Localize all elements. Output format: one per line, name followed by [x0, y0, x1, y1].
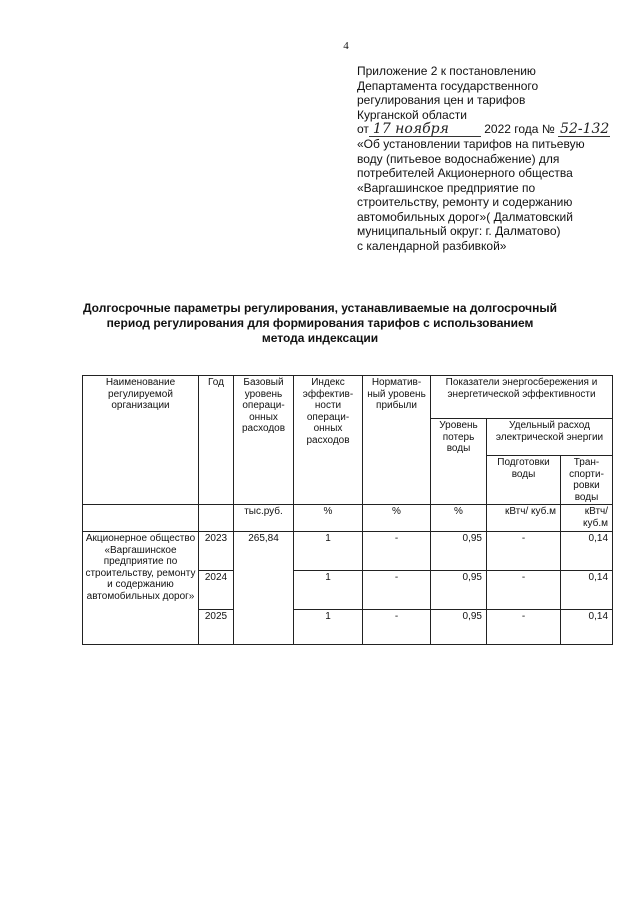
document-title — [80, 301, 560, 346]
header-transport: Тран-спорти-ровки воды — [561, 456, 613, 505]
appendix-quote-line: с календарной разбивкой» — [357, 238, 507, 253]
appendix-line: Курганской области — [357, 107, 467, 122]
prep-cell: - — [487, 610, 561, 645]
parameters-table — [82, 375, 613, 645]
appendix-quote-line: «Об установлении тарифов на питьевую — [357, 137, 585, 151]
transport-cell: 0,14 — [561, 532, 613, 571]
header-prep: Подготовки воды — [487, 456, 561, 505]
handwritten-number: 52-132 — [560, 121, 610, 137]
header-base: Базовый уровень операци-онных расходов — [234, 376, 294, 505]
appendix-line: регулирования цен и тарифов — [357, 93, 526, 107]
prep-cell: - — [487, 532, 561, 571]
loss-cell: 0,95 — [431, 610, 487, 645]
unit-transport: кВтч/ куб.м — [561, 505, 613, 532]
header-org: Наименование регулируемой организации — [83, 376, 199, 505]
unit-prep: кВтч/ куб.м — [487, 505, 561, 532]
appendix-quote-line: строительству, ремонту и содержанию — [357, 195, 573, 209]
header-row — [83, 376, 613, 419]
header-loss: Уровень потерь воды — [431, 419, 487, 505]
unit-index: % — [294, 505, 363, 532]
header-index: Индекс эффектив-ности операци-онных расходов — [294, 376, 363, 505]
appendix-date-line — [357, 122, 619, 137]
header-specific-group: Удельный расход электрической энергии — [487, 419, 613, 456]
unit-base: тыс.руб. — [234, 505, 294, 532]
norm-cell: - — [363, 532, 431, 571]
unit-loss: % — [431, 505, 487, 532]
header-norm: Норматив-ный уровень прибыли — [363, 376, 431, 505]
year-cell: 2023 — [199, 532, 234, 571]
prep-cell: - — [487, 571, 561, 610]
loss-cell: 0,95 — [431, 571, 487, 610]
transport-cell: 0,14 — [561, 571, 613, 610]
appendix-quote-line: потребителей Акционерного общества — [357, 166, 573, 180]
unit-norm: % — [363, 505, 431, 532]
units-row — [83, 505, 613, 532]
appendix-quote-line: муниципальный округ: г. Далматово) — [357, 224, 561, 238]
appendix-from: от — [357, 122, 369, 136]
appendix-quote-line: автомобильных дорог»( Далматовский — [357, 209, 573, 224]
appendix-line: Приложение 2 к постановлению — [357, 64, 536, 78]
norm-cell: - — [363, 610, 431, 645]
handwritten-date: 17 ноября — [369, 123, 481, 137]
transport-cell: 0,14 — [561, 610, 613, 645]
page-number: 4 — [343, 40, 349, 52]
index-cell: 1 — [294, 610, 363, 645]
table-row — [83, 532, 613, 571]
norm-cell: - — [363, 571, 431, 610]
year-cell: 2025 — [199, 610, 234, 645]
appendix-quote-line: воду (питьевое водоснабжение) для — [357, 151, 560, 166]
index-cell: 1 — [294, 571, 363, 610]
organization-cell: Акционерное общество «Варгашинское предприятие по строительству, ремонту и содержанию автомобильных дорог» — [83, 532, 199, 645]
title-line: период регулирования для формирования тарифов с использованием — [106, 316, 534, 330]
title-line: Долгосрочные параметры регулирования, устанавливаемые на долгосрочный — [82, 301, 558, 315]
year-cell: 2024 — [199, 571, 234, 610]
title-line: метода индексации — [261, 331, 379, 345]
header-energy-group: Показатели энергосбережения и энергетической эффективности — [431, 376, 613, 419]
base-value-cell: 265,84 — [234, 532, 294, 645]
header-year: Год — [199, 376, 234, 505]
index-cell: 1 — [294, 532, 363, 571]
loss-cell: 0,95 — [431, 532, 487, 571]
appendix-quote-line: «Варгашинское предприятие по — [357, 180, 536, 195]
appendix-block — [357, 64, 619, 253]
appendix-year: 2022 года № — [484, 122, 555, 136]
unit-empty — [83, 505, 199, 532]
appendix-line: Департамента государственного — [357, 78, 539, 93]
unit-empty — [199, 505, 234, 532]
